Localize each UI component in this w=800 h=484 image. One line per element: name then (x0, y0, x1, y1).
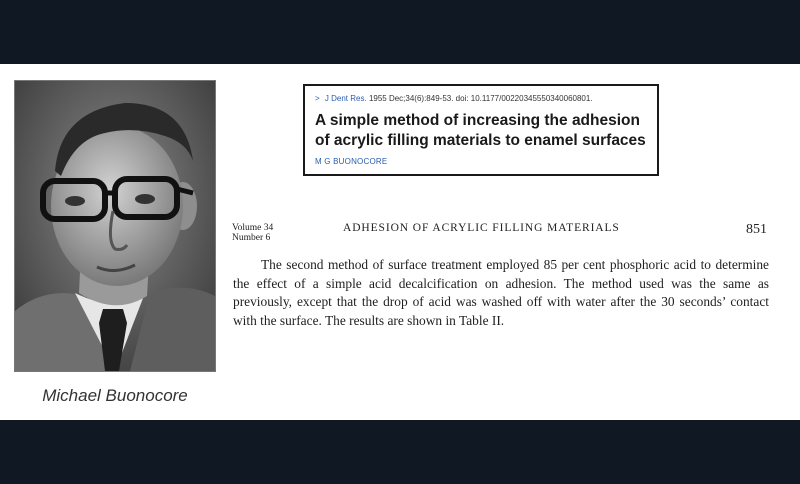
number-label: Number 6 (232, 233, 271, 243)
volume-info (232, 223, 273, 243)
volume-label: Volume 34 (232, 223, 274, 233)
running-title: ADHESION OF ACRYLIC FILLING MATERIALS (343, 222, 620, 234)
page-number: 851 (746, 222, 767, 237)
portrait-photo (14, 80, 216, 372)
chevron-right-icon: > (315, 94, 320, 103)
citation-meta (315, 94, 647, 103)
paper-paragraph: The second method of surface treatment employed 85 per cent phosphoric acid to determine the effect of a simple acid decalcification on adhesion. The method used was the same as previously, except that the drop of acid was washed off with water after the 30 seconds’ contact with the surface. The results are shown in Table II. (233, 257, 769, 328)
photo-caption: Michael Buonocore (42, 386, 188, 405)
citation-author[interactable]: M G BUONOCORE (315, 157, 388, 166)
citation-box (303, 84, 659, 176)
citation-journal[interactable]: J Dent Res. (324, 94, 367, 103)
citation-title: A simple method of increasing the adhesion of acrylic filling materials to enamel surfaces (315, 112, 646, 149)
citation-details: 1955 Dec;34(6):849-53. doi: 10.1177/00220345550340060801. (368, 94, 593, 103)
